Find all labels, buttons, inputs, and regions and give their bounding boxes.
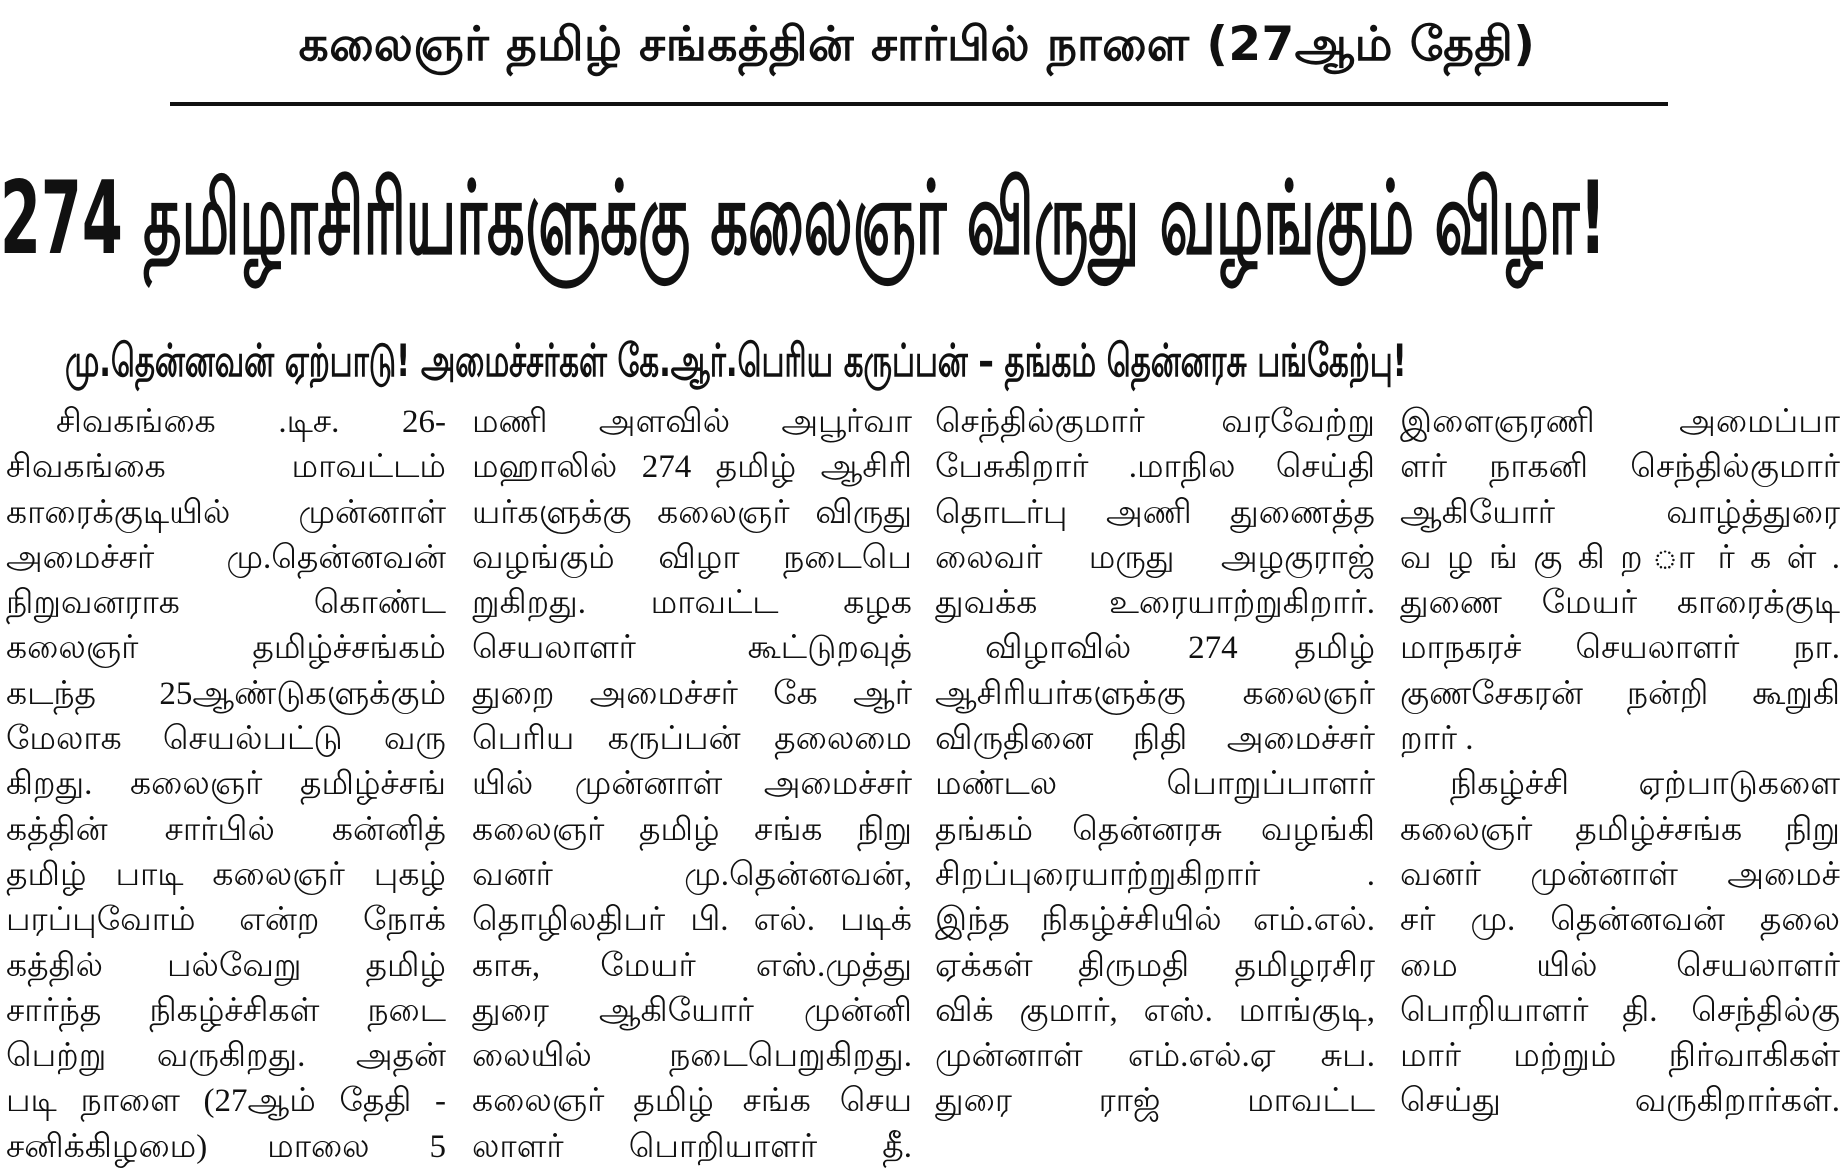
column-2-line: துரை ஆகியோர் முன்னி [472, 992, 912, 1029]
article-column-1 [6, 400, 446, 1170]
column-3-line: விருதினை நிதி அமைச்சர் [935, 721, 1375, 758]
column-2-line: செயலாளர் கூட்டுறவுத் [472, 630, 912, 667]
column-2-line: தொழிலதிபர் பி. எல். படிக் [472, 902, 912, 939]
column-3-line: விக் குமார், எஸ். மாங்குடி, [935, 992, 1375, 1029]
column-4-line: கலைஞர் தமிழ்ச்சங்க நிறு [1400, 811, 1840, 848]
column-2-line: யர்களுக்கு கலைஞர் விருது [472, 494, 912, 531]
column-4-line: ஆகியோர் வாழ்த்துரை [1400, 494, 1840, 531]
column-1-line: பெற்று வருகிறது. அதன் [6, 1038, 446, 1075]
column-4-line: றார் . [1400, 721, 1474, 758]
subheadline: மு.தென்னவன் ஏற்பாடு! அமைச்சர்கள் கே.ஆர்.பெரிய கருப்பன் – தங்கம் தென்னரசு பங்கேற்பு! [65, 335, 1407, 387]
article-body [0, 400, 1840, 1165]
column-4-line: செய்து வருகிறார்கள். [1400, 1083, 1840, 1120]
column-1-line: கத்தில் பல்வேறு தமிழ் [6, 947, 446, 984]
column-4-line: குணசேகரன் நன்றி கூறுகி [1400, 675, 1840, 712]
column-1-line: கடந்த 25ஆண்டுகளுக்கும் [6, 675, 446, 712]
column-1-line: தமிழ் பாடி கலைஞர் புகழ் [6, 856, 446, 893]
column-2-line: கலைஞர் தமிழ் சங்க நிறு [472, 811, 912, 848]
column-1-line: பரப்புவோம் என்ற நோக் [6, 902, 446, 939]
column-1-line: நிறுவனராக கொண்ட [6, 585, 446, 622]
column-3-line: ஆசிரியர்களுக்கு கலைஞர் [935, 675, 1375, 712]
column-3-line: செந்தில்குமார் வரவேற்று [935, 404, 1375, 440]
column-2-line: துறை அமைச்சர் கே ஆர் [472, 675, 912, 712]
column-1-line: கிறது. கலைஞர் தமிழ்ச்சங் [6, 766, 446, 803]
column-2-line: மணி அளவில் அபூர்வா [472, 404, 912, 440]
column-3-line: சிறப்புரையாற்றுகிறார் . [935, 856, 1375, 893]
column-4-line: மாநகரச் செயலாளர் நா. [1400, 630, 1840, 667]
column-2-line: பெரிய கருப்பன் தலைமை [472, 721, 912, 758]
column-3-line: தொடர்பு அணி துணைத்த [935, 494, 1375, 531]
column-4-line: துணை மேயர் காரைக்குடி [1400, 585, 1840, 622]
column-3-line: விழாவில் 274 தமிழ் [985, 630, 1375, 667]
column-1-line: கத்தின் சார்பில் கன்னித் [6, 811, 446, 848]
column-1-line: சிவகங்கை .டிச. 26- [56, 404, 446, 440]
column-2-line: காசு, மேயர் எஸ்.முத்து [472, 947, 912, 984]
column-4-line: ளர் நாகனி செந்தில்குமார் [1400, 449, 1840, 486]
article-column-4 [1400, 400, 1840, 1125]
column-2-line: மஹாலில் 274 தமிழ் ஆசிரி [472, 449, 912, 486]
article-column-3 [935, 400, 1375, 1125]
column-1-line: சனிக்கிழமை) மாலை 5 [6, 1128, 446, 1165]
column-3-line: லைவர் மருது அழகுராஜ் [935, 539, 1375, 576]
column-4-line: நிகழ்ச்சி ஏற்பாடுகளை [1450, 766, 1840, 803]
column-2-line: வனர் மு.தென்னவன், [472, 856, 912, 893]
column-3-line: தங்கம் தென்னரசு வழங்கி [935, 811, 1375, 848]
column-4-line: மை யில் செயலாளர் [1400, 947, 1840, 984]
column-2-line: கலைஞர் தமிழ் சங்க செய [472, 1083, 912, 1120]
column-2-line: லையில் நடைபெறுகிறது. [472, 1038, 912, 1075]
column-3-line: ஏக்கள் திருமதி தமிழரசிர [935, 947, 1375, 984]
column-2-line: வழங்கும் விழா நடைபெ [472, 539, 912, 576]
article-column-2 [472, 400, 912, 1170]
headline: 274 தமிழாசிரியர்களுக்கு கலைஞர் விருது வழங்கும் விழா! [0, 159, 1607, 277]
column-1-line: சிவகங்கை மாவட்டம் [6, 449, 446, 486]
column-1-line: மேலாக செயல்பட்டு வரு [6, 721, 446, 758]
column-3-line: முன்னாள் எம்.எல்.ஏ சுப. [935, 1038, 1375, 1075]
column-1-line: காரைக்குடியில் முன்னாள் [6, 494, 446, 531]
column-3-line: துரை ராஜ் மாவட்ட [935, 1083, 1375, 1120]
kicker-line: கலைஞர் தமிழ் சங்கத்தின் சார்பில் நாளை (27ஆம் தேதி) [298, 17, 1536, 72]
column-4-line: பொறியாளர் தி. செந்தில்கு [1400, 992, 1840, 1029]
column-4-line: வ ழ ங் கு கி ற ா ர் க ள் . [1400, 539, 1840, 576]
column-1-line: சார்ந்த நிகழ்ச்சிகள் நடை [6, 992, 446, 1029]
column-3-line: இந்த நிகழ்ச்சியில் எம்.எல். [935, 902, 1375, 939]
column-3-line: மண்டல பொறுப்பாளர் [935, 766, 1375, 803]
column-4-line: சர் மு. தென்னவன் தலை [1400, 902, 1840, 939]
column-2-line: றுகிறது. மாவட்ட கழக [472, 585, 912, 622]
column-2-line: லாளர் பொறியாளர் தீ. [472, 1128, 912, 1165]
column-2-line: யில் முன்னாள் அமைச்சர் [472, 766, 912, 803]
kicker-underline-rule [170, 102, 1668, 106]
column-4-line: இளைஞரணி அமைப்பா [1400, 404, 1840, 440]
column-3-line: பேசுகிறார் .மாநில செய்தி [935, 449, 1375, 486]
column-1-line: கலைஞர் தமிழ்ச்சங்கம் [6, 630, 446, 667]
column-1-line: அமைச்சர் மு.தென்னவன் [6, 539, 446, 576]
column-4-line: மார் மற்றும் நிர்வாகிகள் [1400, 1038, 1840, 1075]
column-3-line: துவக்க உரையாற்றுகிறார். [935, 585, 1375, 622]
column-1-line: படி நாளை (27ஆம் தேதி - [6, 1083, 446, 1120]
column-4-line: வனர் முன்னாள் அமைச் [1400, 856, 1840, 893]
